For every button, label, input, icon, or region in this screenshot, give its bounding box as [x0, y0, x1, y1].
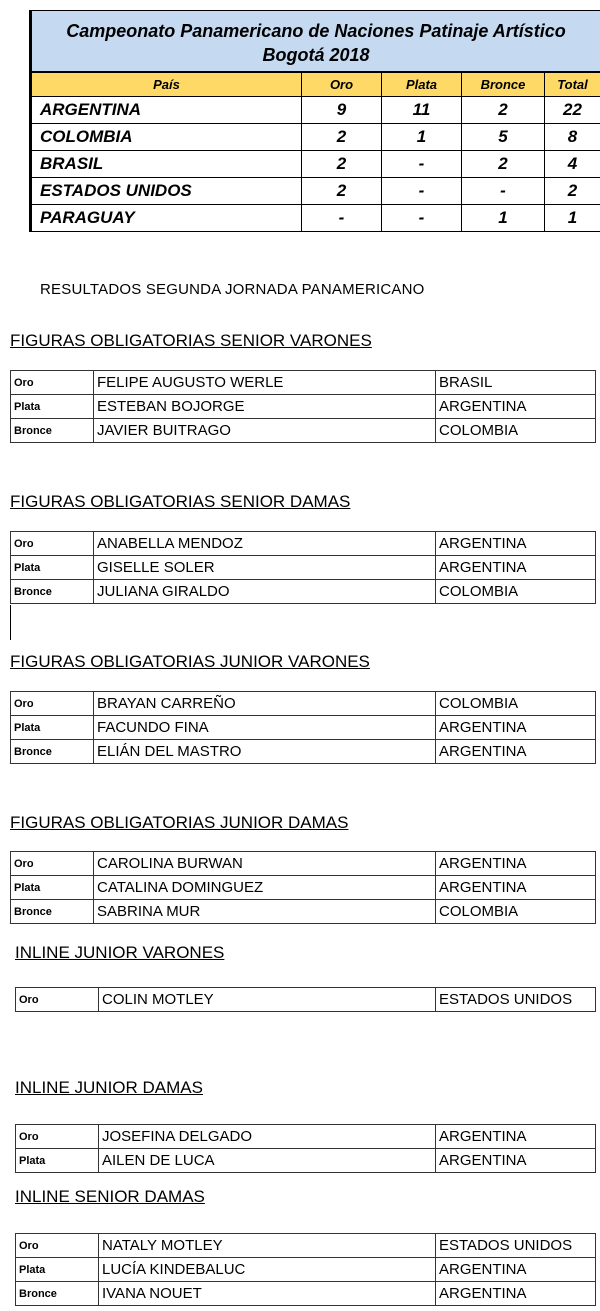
table-row — [11, 740, 596, 764]
medal-cell: Bronce — [11, 900, 94, 924]
country-cell: ARGENTINA — [436, 1258, 596, 1282]
country-cell: BRASIL — [436, 371, 596, 395]
medal-table-row — [32, 205, 600, 232]
medal-table-header-row — [32, 73, 600, 97]
athlete-cell: IVANA NOUET — [99, 1282, 436, 1306]
results-table — [10, 691, 596, 764]
medal-cell: Plata — [11, 556, 94, 580]
athlete-cell: JULIANA GIRALDO — [94, 580, 436, 604]
country-cell: PARAGUAY — [32, 205, 302, 231]
oro-cell: 9 — [302, 97, 382, 123]
table-row — [11, 716, 596, 740]
country-cell: COLOMBIA — [32, 124, 302, 150]
medal-cell: Bronce — [11, 740, 94, 764]
table-row — [11, 395, 596, 419]
athlete-cell: LUCÍA KINDEBALUC — [99, 1258, 436, 1282]
medal-table-title-line2: Bogotá 2018 — [262, 45, 370, 65]
table-row — [16, 1149, 596, 1173]
medal-table-row — [32, 151, 600, 178]
athlete-cell: GISELLE SOLER — [94, 556, 436, 580]
country-cell: ARGENTINA — [436, 1282, 596, 1306]
table-row — [16, 1258, 596, 1282]
plata-cell: - — [382, 205, 462, 231]
oro-cell: 2 — [302, 151, 382, 177]
table-row — [16, 1234, 596, 1258]
total-cell: 2 — [567, 181, 578, 200]
header-plata: Plata — [382, 73, 462, 96]
plata-cell: - — [382, 178, 462, 204]
country-cell: COLOMBIA — [436, 580, 596, 604]
country-cell: COLOMBIA — [436, 900, 596, 924]
athlete-cell: ANABELLA MENDOZ — [94, 532, 436, 556]
medal-cell: Plata — [16, 1149, 99, 1173]
table-row — [11, 580, 596, 604]
bronce-cell: 2 — [462, 97, 545, 123]
medal-cell: Oro — [11, 692, 94, 716]
athlete-cell: BRAYAN CARREÑO — [94, 692, 436, 716]
country-cell: ARGENTINA — [436, 532, 596, 556]
section-title: FIGURAS OBLIGATORIAS SENIOR DAMAS — [10, 492, 351, 511]
table-row — [11, 419, 596, 443]
athlete-cell: CAROLINA BURWAN — [94, 852, 436, 876]
table-row — [11, 556, 596, 580]
medal-cell: Plata — [11, 876, 94, 900]
results-heading: RESULTADOS SEGUNDA JORNADA PANAMERICANO — [40, 281, 425, 298]
results-table — [15, 987, 596, 1012]
athlete-cell: JAVIER BUITRAGO — [94, 419, 436, 443]
section-title: INLINE JUNIOR DAMAS — [15, 1078, 203, 1097]
header-total: Total — [557, 77, 588, 92]
total-cell: 1 — [567, 208, 578, 227]
medal-table-title-line1: Campeonato Panamericano de Naciones Patinaje Artístico — [66, 21, 566, 41]
medal-cell: Plata — [16, 1258, 99, 1282]
section-title: FIGURAS OBLIGATORIAS JUNIOR VARONES — [10, 652, 370, 671]
medal-cell: Oro — [16, 988, 99, 1012]
results-table — [10, 370, 596, 443]
table-row — [16, 1125, 596, 1149]
athlete-cell: JOSEFINA DELGADO — [99, 1125, 436, 1149]
country-cell: ARGENTINA — [436, 716, 596, 740]
table-row — [11, 876, 596, 900]
athlete-cell: AILEN DE LUCA — [99, 1149, 436, 1173]
medal-cell: Bronce — [16, 1282, 99, 1306]
results-table — [10, 851, 596, 924]
results-table — [15, 1233, 596, 1306]
header-bronce: Bronce — [462, 73, 545, 96]
country-cell: COLOMBIA — [436, 419, 596, 443]
country-cell: ESTADOS UNIDOS — [436, 988, 596, 1012]
country-cell: ESTADOS UNIDOS — [436, 1234, 596, 1258]
athlete-cell: FELIPE AUGUSTO WERLE — [94, 371, 436, 395]
oro-cell: 2 — [302, 124, 382, 150]
medal-table-row — [32, 178, 600, 205]
table-row — [11, 900, 596, 924]
athlete-cell: COLIN MOTLEY — [99, 988, 436, 1012]
country-cell: ESTADOS UNIDOS — [32, 178, 302, 204]
medal-table-row — [32, 124, 600, 151]
total-cell: 8 — [567, 127, 578, 146]
medal-cell: Oro — [16, 1234, 99, 1258]
country-cell: ARGENTINA — [436, 395, 596, 419]
header-pais: País — [32, 73, 302, 96]
medal-cell: Bronce — [11, 419, 94, 443]
country-cell: ARGENTINA — [32, 97, 302, 123]
table-row — [11, 371, 596, 395]
plata-cell: 1 — [382, 124, 462, 150]
country-cell: ARGENTINA — [436, 1149, 596, 1173]
bronce-cell: - — [462, 178, 545, 204]
country-cell: ARGENTINA — [436, 740, 596, 764]
medal-cell: Oro — [16, 1125, 99, 1149]
oro-cell: 2 — [302, 178, 382, 204]
section-title: INLINE SENIOR DAMAS — [15, 1187, 205, 1206]
country-cell: ARGENTINA — [436, 1125, 596, 1149]
medal-table — [29, 10, 600, 232]
section-title: INLINE JUNIOR VARONES — [15, 943, 225, 962]
table-row — [11, 692, 596, 716]
divider-line — [10, 605, 11, 640]
medal-table-row — [32, 97, 600, 124]
total-cell: 22 — [563, 100, 582, 119]
bronce-cell: 2 — [462, 151, 545, 177]
medal-cell: Oro — [11, 852, 94, 876]
country-cell: ARGENTINA — [436, 876, 596, 900]
section-title: FIGURAS OBLIGATORIAS SENIOR VARONES — [10, 331, 372, 350]
header-oro: Oro — [302, 73, 382, 96]
results-table — [10, 531, 596, 604]
table-row — [16, 988, 596, 1012]
country-cell: COLOMBIA — [436, 692, 596, 716]
athlete-cell: ELIÁN DEL MASTRO — [94, 740, 436, 764]
medal-cell: Plata — [11, 395, 94, 419]
medal-cell: Bronce — [11, 580, 94, 604]
medal-cell: Oro — [11, 532, 94, 556]
country-cell: ARGENTINA — [436, 556, 596, 580]
medal-cell: Oro — [11, 371, 94, 395]
athlete-cell: NATALY MOTLEY — [99, 1234, 436, 1258]
medal-table-title — [32, 11, 600, 73]
country-cell: ARGENTINA — [436, 852, 596, 876]
bronce-cell: 1 — [462, 205, 545, 231]
athlete-cell: SABRINA MUR — [94, 900, 436, 924]
oro-cell: - — [302, 205, 382, 231]
table-row — [11, 532, 596, 556]
medal-cell: Plata — [11, 716, 94, 740]
plata-cell: 11 — [382, 97, 462, 123]
table-row — [11, 852, 596, 876]
bronce-cell: 5 — [462, 124, 545, 150]
athlete-cell: ESTEBAN BOJORGE — [94, 395, 436, 419]
athlete-cell: CATALINA DOMINGUEZ — [94, 876, 436, 900]
plata-cell: - — [382, 151, 462, 177]
section-title: FIGURAS OBLIGATORIAS JUNIOR DAMAS — [10, 813, 349, 832]
table-row — [16, 1282, 596, 1306]
total-cell: 4 — [567, 154, 578, 173]
athlete-cell: FACUNDO FINA — [94, 716, 436, 740]
results-table — [15, 1124, 596, 1173]
country-cell: BRASIL — [32, 151, 302, 177]
